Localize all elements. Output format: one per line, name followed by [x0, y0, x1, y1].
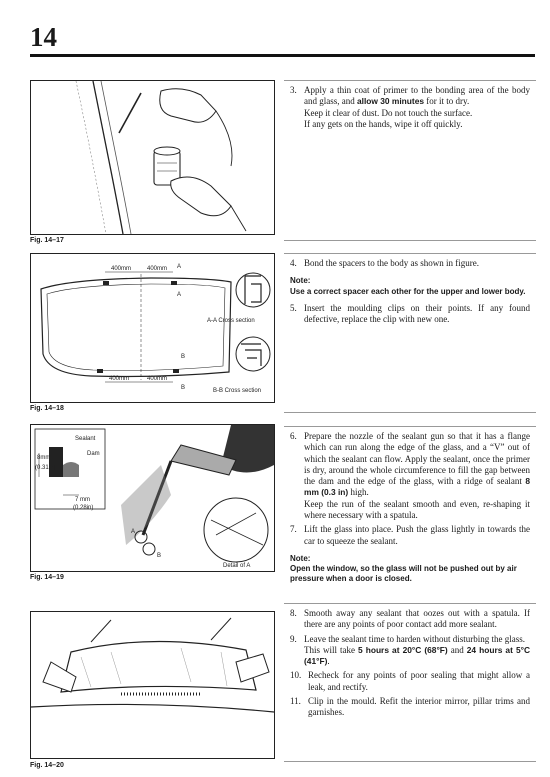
sealant-label: Sealant: [75, 436, 96, 442]
step-text: Apply a thin coat of primer to the bonding area of the body and glass, and: [304, 85, 530, 107]
step-9: [290, 634, 530, 668]
step-text: .: [327, 656, 330, 667]
spacer-layout-diagram: [31, 254, 274, 402]
step-text: Insert the moulding clips on their points. If any found defective, replace the clip with new one.: [304, 302, 530, 324]
step-text: and: [447, 644, 467, 655]
primer-application-illustration: [31, 81, 274, 234]
dimension-label: 400mm: [147, 266, 168, 272]
figure-14-17: [30, 80, 275, 235]
step-text: Lift the glass into place. Push the glass lightly in towards the car to squeeze the sealant.: [304, 524, 530, 546]
note-body: Open the window, so the glass will not be pushed out by air pressure when a door is closed.: [290, 564, 517, 584]
callout-a: A: [131, 529, 136, 535]
section-label: A-A Cross section: [207, 318, 255, 324]
section-marker: A: [177, 264, 182, 270]
text-panel-3: [284, 426, 536, 602]
width-in-label: (0.28in): [73, 505, 94, 511]
step-3: [290, 85, 530, 130]
dam-label: Dam: [87, 451, 100, 457]
step-text: Leave the sealant time to harden without disturbing the glass.: [304, 633, 525, 644]
figure-caption: Fig. 14–20: [30, 762, 64, 769]
note-body: Use a correct spacer each other for the upper and lower body.: [290, 286, 526, 296]
height-in-label: (0.31in): [35, 465, 56, 471]
step-emphasis: 5 hours at 20°C (68°F): [357, 644, 448, 655]
figure-14-18: [30, 253, 275, 403]
section-label: B-B Cross section: [213, 388, 262, 394]
step-number: 9.: [290, 633, 297, 644]
step-text: Smooth away any sealant that oozes out with a spatula. If there are any points of poor contact add more sealant.: [304, 608, 530, 630]
step-text: Keep the run of the sealant smooth and even, re-shaping it where necessary with a spatula.: [304, 498, 530, 521]
section-marker: A: [177, 292, 182, 298]
text-panel-1: [284, 80, 536, 241]
step-7: [290, 524, 530, 547]
step-8: [290, 608, 530, 631]
step-text: high.: [348, 487, 369, 498]
step-10: [290, 670, 530, 693]
step-11: [290, 696, 530, 719]
figure-caption: Fig. 14–18: [30, 405, 64, 412]
step-4: [290, 258, 530, 269]
step-number: 5.: [290, 302, 297, 313]
step-text: Bond the spacers to the body as shown in figure.: [304, 258, 479, 268]
step-number: 6.: [290, 431, 297, 441]
step-emphasis: 24 hours at 5°C (41°F): [304, 644, 530, 667]
step-emphasis: allow 30 minutes: [357, 96, 425, 107]
header-rule: [30, 54, 535, 57]
step-text: Recheck for any points of poor sealing that might allow a leak, and rectify.: [308, 670, 530, 692]
step-number: 10.: [290, 670, 302, 681]
step-text: for it to dry.: [424, 96, 470, 107]
text-panel-4: [284, 603, 536, 762]
figure-caption: Fig. 14–19: [30, 574, 64, 581]
page-number: 14: [30, 22, 57, 52]
text-panel-2: [284, 253, 536, 413]
step-number: 11.: [290, 696, 301, 707]
figure-caption: Fig. 14–17: [30, 237, 64, 244]
step-emphasis: 8 mm (0.3 in): [304, 476, 530, 498]
step-5: [290, 303, 530, 326]
dimension-label: 400mm: [111, 266, 132, 272]
height-mm-label: 8mm: [37, 455, 51, 461]
step-text: Prepare the nozzle of the sealant gun so that it has a flange which can run along the edge of the glass, and a “V” out of which the sealant can flow. Apply the sealant, once the primer is dry, around the whole circumference to fill the gap between the dam and the edge of the glass, with a ridge of sealant: [304, 431, 530, 487]
note-heading: Note:: [290, 276, 311, 286]
dimension-label: 400mm: [109, 376, 130, 382]
dimension-label: 400mm: [147, 376, 168, 382]
figure-14-19: [30, 424, 275, 572]
sealant-curing-illustration: [31, 612, 274, 758]
step-number: 8.: [290, 608, 297, 618]
section-marker: B: [181, 354, 186, 360]
note-heading: Note:: [290, 553, 311, 563]
step-text: This will take: [304, 644, 358, 655]
step-number: 4.: [290, 258, 297, 268]
section-marker: B: [181, 385, 186, 391]
step-number: 3.: [290, 85, 297, 95]
step-text: Clip in the mould. Refit the interior mirror, pillar trims and garnishes.: [308, 696, 530, 718]
step-6: [290, 431, 530, 521]
figure-14-20: [30, 611, 275, 759]
sealant-application-illustration: [31, 425, 274, 571]
step-text: If any gets on the hands, wipe it off quickly.: [304, 118, 463, 129]
width-mm-label: 7 mm: [75, 497, 90, 503]
detail-label: Detail of A: [223, 563, 251, 569]
callout-b: B: [157, 553, 162, 559]
step-text: Keep it clear of dust. Do not touch the surface.: [304, 107, 473, 118]
step-number: 7.: [290, 524, 297, 535]
